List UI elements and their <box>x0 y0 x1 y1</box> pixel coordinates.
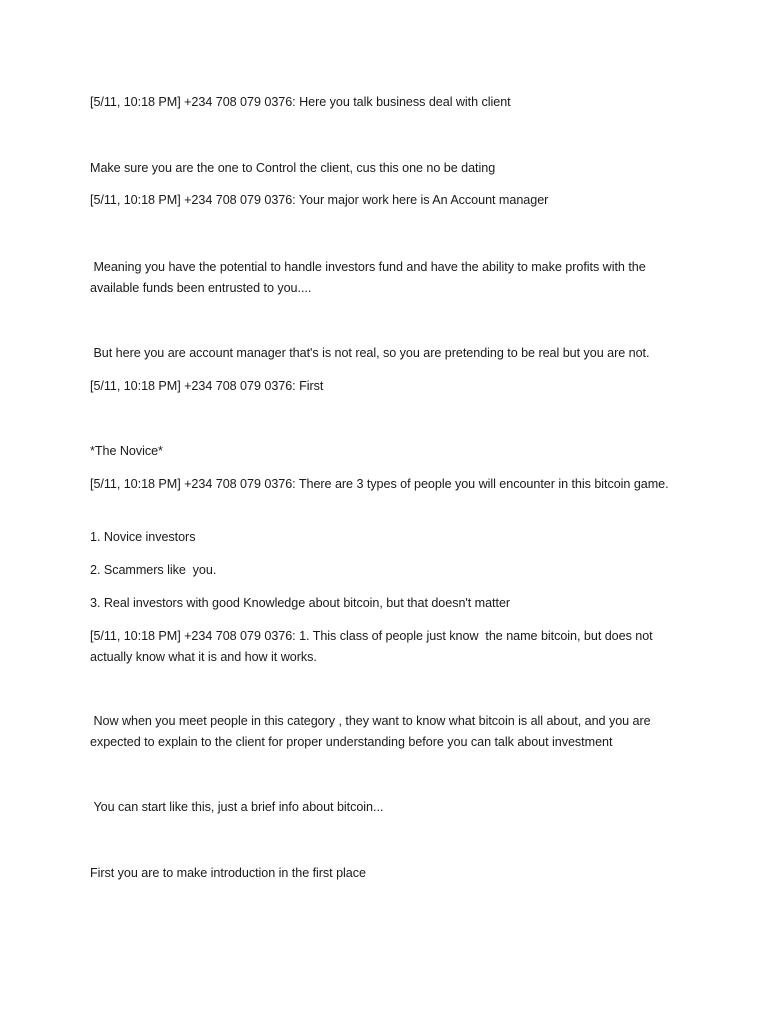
paragraph-control-client: Make sure you are the one to Control the client, cus this one no be dating <box>90 161 496 175</box>
paragraph-introduction: First you are to make introduction in the first place <box>90 866 366 880</box>
list-item-novice-investors: 1. Novice investors <box>90 530 196 544</box>
list-item-scammers: 2. Scammers like you. <box>90 563 217 577</box>
chat-message-class-of-people: [5/11, 10:18 PM] +234 708 079 0376: 1. This class of people just know the name bitcoin, but does not actually know what it is and how it works. <box>90 629 657 664</box>
list-item-real-investors: 3. Real investors with good Knowledge about bitcoin, but that doesn't matter <box>90 596 511 610</box>
paragraph-meaning-potential: Meaning you have the potential to handle investors fund and have the ability to make profits with the available funds been entrusted to you.... <box>90 260 650 295</box>
chat-message-three-types: [5/11, 10:18 PM] +234 708 079 0376: There are 3 types of people you will encounter in this bitcoin game. <box>90 477 669 491</box>
chat-message-business-deal: [5/11, 10:18 PM] +234 708 079 0376: Here you talk business deal with client <box>90 95 511 109</box>
paragraph-not-real: But here you are account manager that's is not real, so you are pretending to be real but you are not. <box>90 346 650 360</box>
section-heading-novice: *The Novice* <box>90 444 163 458</box>
paragraph-start-like-this: You can start like this, just a brief info about bitcoin... <box>90 800 384 814</box>
chat-message-account-manager: [5/11, 10:18 PM] +234 708 079 0376: Your major work here is An Account manager <box>90 193 549 207</box>
paragraph-meet-people: Now when you meet people in this category , they want to know what bitcoin is all about, and you are expected to explain to the client for proper understanding before you can talk about investment <box>90 714 655 749</box>
chat-message-first: [5/11, 10:18 PM] +234 708 079 0376: First <box>90 379 324 393</box>
